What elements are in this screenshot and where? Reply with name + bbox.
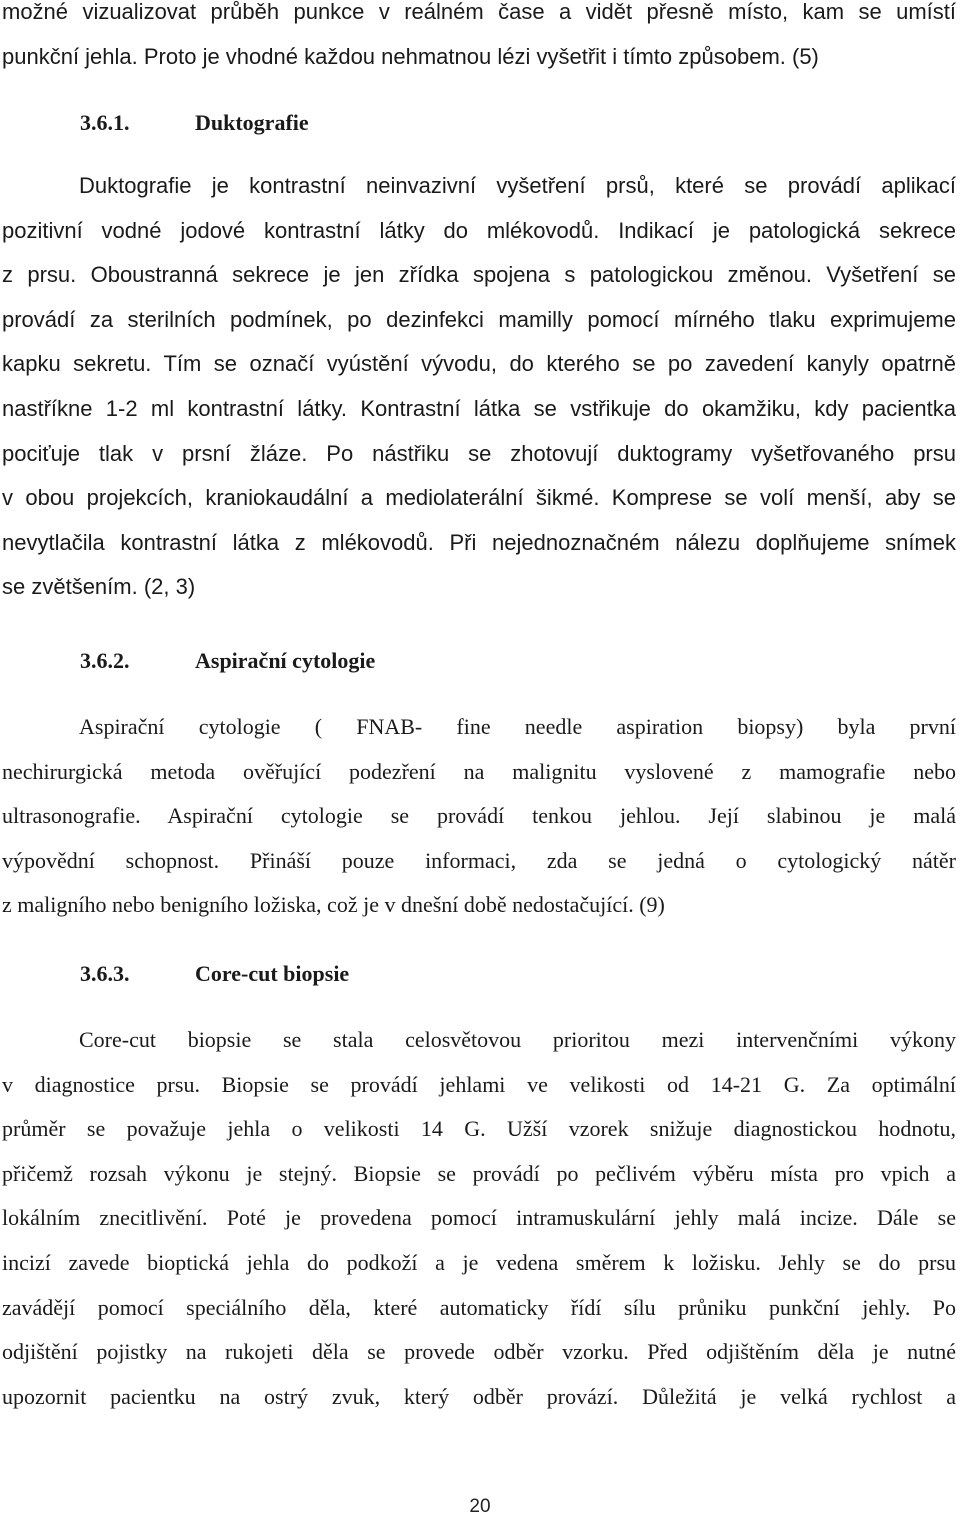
text-line: z maligního nebo benigního ložiska, což je v dnešní době nedostačující. (9) [2, 892, 665, 918]
section-number: 3.6.2. [80, 648, 130, 673]
section-body-core-cut-biopsie [2, 1018, 956, 1419]
text-line: incizí zavede bioptická jehla do podkoží a je vedena směrem k ložisku. Jehly se do prsu [2, 1249, 956, 1275]
text-line: Duktografie je kontrastní neinvazivní vyšetření prsů, které se provádí aplikací [79, 173, 956, 198]
text-line: punkční jehla. Proto je vhodné každou nehmatnou lézi vyšetřit i tímto způsobem. (5) [2, 43, 819, 69]
text-line: upozornit pacientku na ostrý zvuk, který odběr provází. Důležitá je velká rychlost a [2, 1383, 956, 1409]
text-line: z prsu. Oboustranná sekrece je jen zřídka spojena s patologickou změnou. Vyšetření se [2, 262, 956, 288]
text-line: v obou projekcích, kraniokaudální a mediolaterální šikmé. Komprese se volí menší, aby se [2, 485, 956, 511]
section-title: Duktografie [195, 110, 309, 135]
text-line: pociťuje tlak v prsní žláze. Po nástřiku se zhotovují duktogramy vyšetřovaného prsu [2, 440, 956, 466]
section-number: 3.6.1. [80, 110, 130, 135]
text-line: provádí za sterilních podmínek, po dezinfekci mamilly pomocí mírného tlaku exprimujeme [2, 306, 956, 332]
text-line: průměr se považuje jehla o velikosti 14 G. Užší vzorek snižuje diagnostickou hodnotu, [2, 1116, 956, 1142]
text-line: přičemž rozsah výkonu je stejný. Biopsie se provádí po pečlivém výběru místa pro vpich a [2, 1160, 956, 1186]
text-line: výpovědní schopnost. Přináší pouze informaci, zda se jedná o cytologický nátěr [2, 847, 956, 873]
section-title: Aspirační cytologie [195, 648, 376, 673]
text-line: se zvětšením. (2, 3) [2, 574, 196, 600]
text-line: možné vizualizovat průběh punkce v reálném čase a vidět přesně místo, kam se umístí [2, 0, 956, 24]
section-heading-core-cut-biopsie [80, 961, 349, 987]
text-line: nastříkne 1-2 ml kontrastní látky. Kontrastní látka se vstřikuje do okamžiku, kdy pacientka [2, 395, 956, 421]
intro-paragraph [2, 0, 956, 79]
text-line: Core-cut biopsie se stala celosvětovou prioritou mezi intervenčními výkony [79, 1027, 956, 1052]
section-heading-duktografie [80, 110, 309, 136]
text-line: v diagnostice prsu. Biopsie se provádí jehlami ve velikosti od 14-21 G. Za optimální [2, 1071, 956, 1097]
text-line: ultrasonografie. Aspirační cytologie se provádí tenkou jehlou. Její slabinou je malá [2, 803, 956, 829]
section-number: 3.6.3. [80, 961, 130, 986]
text-line: nechirurgická metoda ověřující podezření na malignitu vyslovené z mamografie nebo [2, 758, 956, 784]
text-line: kapku sekretu. Tím se označí vyústění vývodu, do kterého se po zavedení kanyly opatrně [2, 351, 956, 377]
section-title: Core-cut biopsie [195, 961, 350, 986]
text-line: odjištění pojistky na rukojeti děla se provede odběr vzorku. Před odjištěním děla je nutné [2, 1339, 956, 1365]
text-line: nevytlačila kontrastní látka z mlékovodů. Při nejednoznačném nálezu doplňujeme snímek [2, 529, 956, 555]
section-body-duktografie [2, 164, 956, 610]
section-body-aspiracni-cytologie [2, 705, 956, 928]
text-line: Aspirační cytologie ( FNAB- fine needle aspiration biopsy) byla první [79, 714, 956, 739]
text-line: lokálním znecitlivění. Poté je provedena pomocí intramuskulární jehly malá incize. Dále se [2, 1205, 956, 1231]
text-line: pozitivní vodné jodové kontrastní látky do mlékovodů. Indikací je patologická sekrece [2, 217, 956, 243]
page-number: 20 [469, 1496, 491, 1517]
section-heading-aspiracni-cytologie [80, 648, 375, 674]
text-line: zavádějí pomocí speciálního děla, které automaticky řídí sílu průniku punkční jehly. Po [2, 1294, 956, 1320]
